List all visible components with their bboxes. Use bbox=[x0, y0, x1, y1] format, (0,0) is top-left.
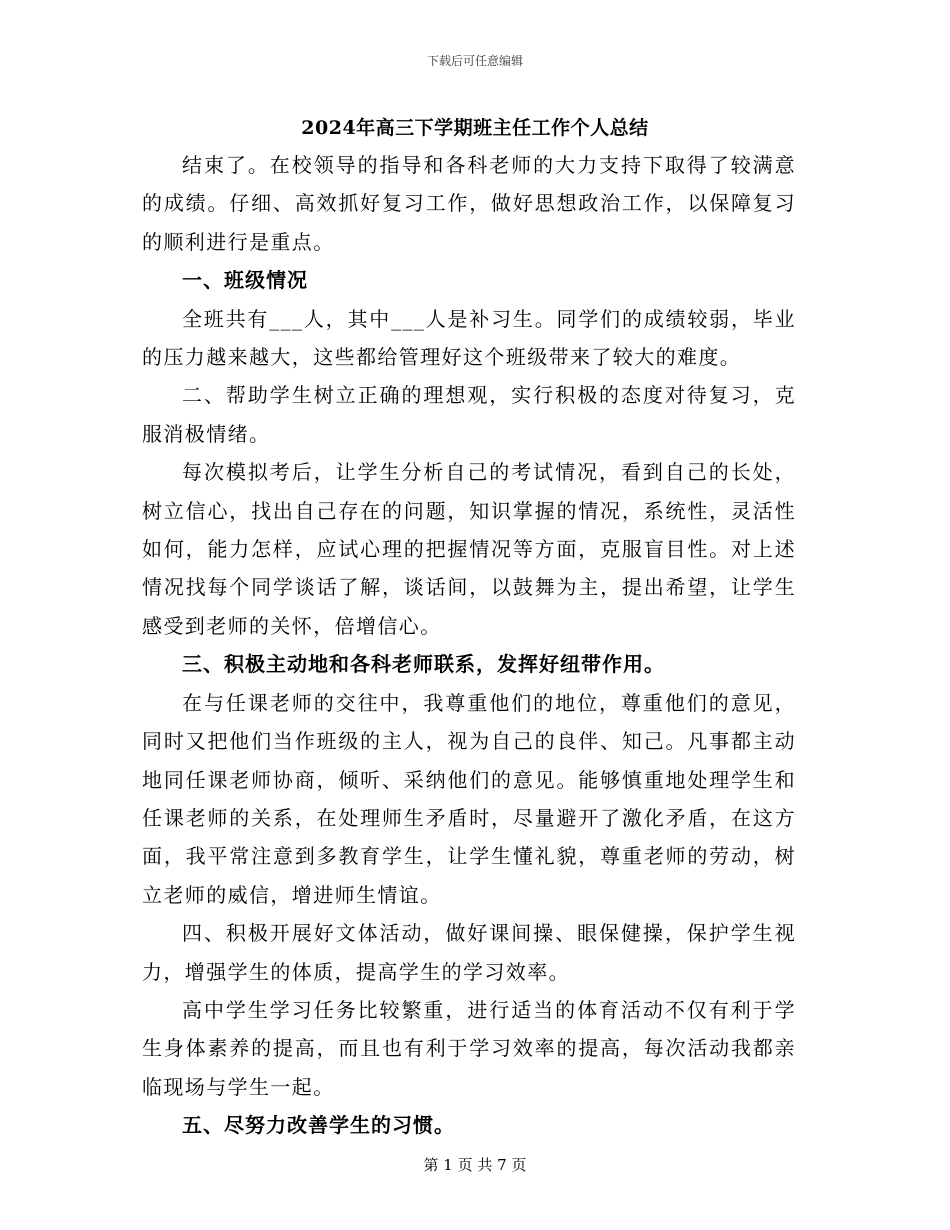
page-header-note: 下载后可任意编辑 bbox=[426, 54, 523, 68]
section-heading-sports-activities: 四、积极开展好文体活动，做好课间操、眼保健操，保护学生视力，增强学生的体质，提高学生的学习效率。 bbox=[142, 921, 796, 984]
document-title: 2024年高三下学期班主任工作个人总结 bbox=[301, 117, 649, 139]
section-heading-habits: 五、尽努力改善学生的习惯。 bbox=[182, 1113, 455, 1138]
paragraph-teacher-liaison: 在与任课老师的交往中，我尊重他们的地位，尊重他们的意见，同时又把他们当作班级的主人，视为自己的良伴、知己。凡事都主动地同任课老师协商，倾听、采纳他们的意见。能够慎重地处理学生和任课老师的关系，在处理师生矛盾时，尽量避开了激化矛盾，在这方面，我平常注意到多教育学生，让学生懂礼貌，尊重老师的劳动，树立老师的威信，增进师生情谊。 bbox=[142, 690, 796, 907]
section-heading-teacher-liaison: 三、积极主动地和各科老师联系，发挥好纽带作用。 bbox=[182, 652, 665, 677]
section-heading-ideals: 二、帮助学生树立正确的理想观，实行积极的态度对待复习，克服消极情绪。 bbox=[142, 383, 796, 446]
paragraph-sports-activities: 高中学生学习任务比较繁重，进行适当的体育活动不仅有利于学生身体素养的提高，而且也有利于学习效率的提高，每次活动我都亲临现场与学生一起。 bbox=[142, 997, 796, 1099]
page-number: 第 1 页 共 7 页 bbox=[423, 1156, 527, 1174]
document-body bbox=[142, 146, 796, 1145]
paragraph-mock-exams: 每次模拟考后，让学生分析自己的考试情况，看到自己的长处，树立信心，找出自己存在的问题，知识掌握的情况，系统性，灵活性如何，能力怎样，应试心理的把握情况等方面，克服盲目性。对上述情况找每个同学谈话了解，谈话间，以鼓舞为主，提出希望，让学生感受到老师的关怀，倍增信心。 bbox=[142, 460, 796, 638]
paragraph-intro: 结束了。在校领导的指导和各科老师的大力支持下取得了较满意的成绩。仔细、高效抓好复习工作，做好思想政治工作，以保障复习的顺利进行是重点。 bbox=[142, 153, 796, 254]
paragraph-class-situation: 全班共有___人，其中___人是补习生。同学们的成绩较弱，毕业的压力越来越大，这些都给管理好这个班级带来了较大的难度。 bbox=[142, 306, 796, 370]
section-heading-class-situation: 一、班级情况 bbox=[182, 268, 308, 293]
